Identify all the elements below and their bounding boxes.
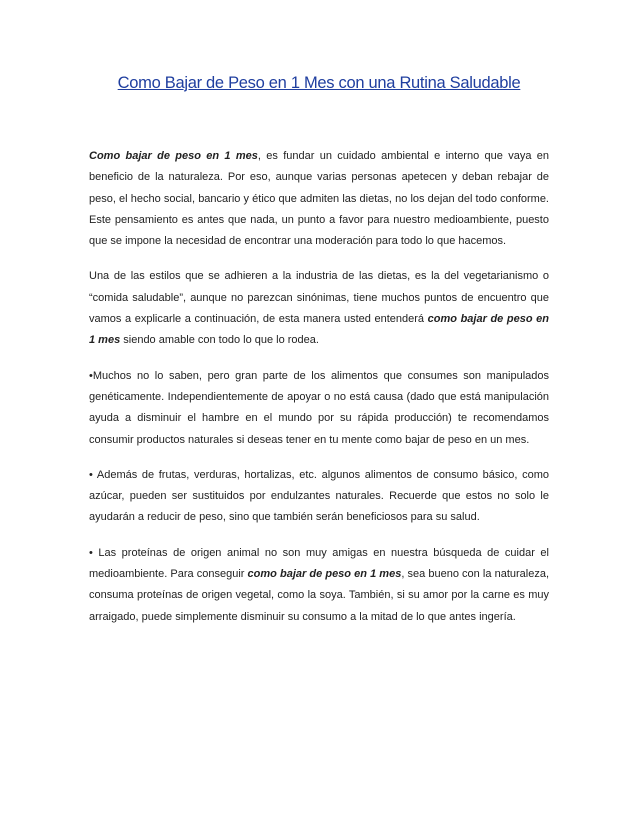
document-body [89, 146, 549, 642]
keyword-phrase: como bajar de peso en 1 mes [89, 313, 549, 347]
paragraph-5 [89, 543, 549, 628]
paragraph-text: • Las proteínas de origen animal no son muy amigas en nuestra búsqueda de cuidar el medioambiente. Para conseguir [89, 546, 549, 581]
keyword-phrase: como bajar de peso en 1 mes [247, 568, 402, 581]
paragraph-text: •Muchos no lo saben, pero gran parte de los alimentos que consumes son manipulados genéticamente. Independientemente de apoyar o no está causa (dado que está manipulación ayuda a disminuir el hambre en el mundo por su rápida producción) te recomendamos consumir productos naturales si deseas tener en tu mente como bajar de peso en un mes. [89, 369, 549, 446]
document-title: Como Bajar de Peso en 1 Mes con una Rutina Saludable [117, 74, 521, 92]
paragraph-4 [89, 465, 549, 529]
keyword-phrase: Como bajar de peso en 1 mes [89, 150, 258, 162]
paragraph-3 [89, 366, 549, 451]
paragraph-1 [89, 146, 549, 252]
paragraph-2 [89, 266, 549, 351]
paragraph-text: , sea bueno con la naturaleza, consuma proteínas de origen vegetal, como la soya. También, si su amor por la carne es muy arraigado, puede simplemente disminuir su consumo a la mitad de lo que antes ingería. [89, 568, 550, 623]
paragraph-text: siendo amable con todo lo que lo rodea. [120, 334, 319, 347]
paragraph-text: • Además de frutas, verduras, hortalizas, etc. algunos alimentos de consumo básico, como azúcar, pueden ser sustituidos por endulzantes naturales. Recuerde que estos no solo le ayudarán a reducir de peso, sino que también serán beneficiosos para su salud. [89, 468, 549, 524]
paragraph-text: , es fundar un cuidado ambiental e interno que vaya en beneficio de la naturaleza. Por eso, aunque varias personas apetecen y deban rebajar de peso, el hecho social, bancario y ético que admiten las dietas, no los dejan del todo conforme. Este pensamiento es antes que nada, un punto a favor para nuestro medioambiente, puesto que se impone la necesidad de encontrar una moderación para todo lo que hacemos. [89, 150, 549, 248]
paragraph-text: Una de las estilos que se adhieren a la industria de las dietas, es la del vegetarianismo o “comida saludable”, aunque no parezcan sinónimas, tiene muchos puntos de encuentro que vamos a explicarle a continuación, de esta manera usted entenderá [89, 270, 549, 326]
